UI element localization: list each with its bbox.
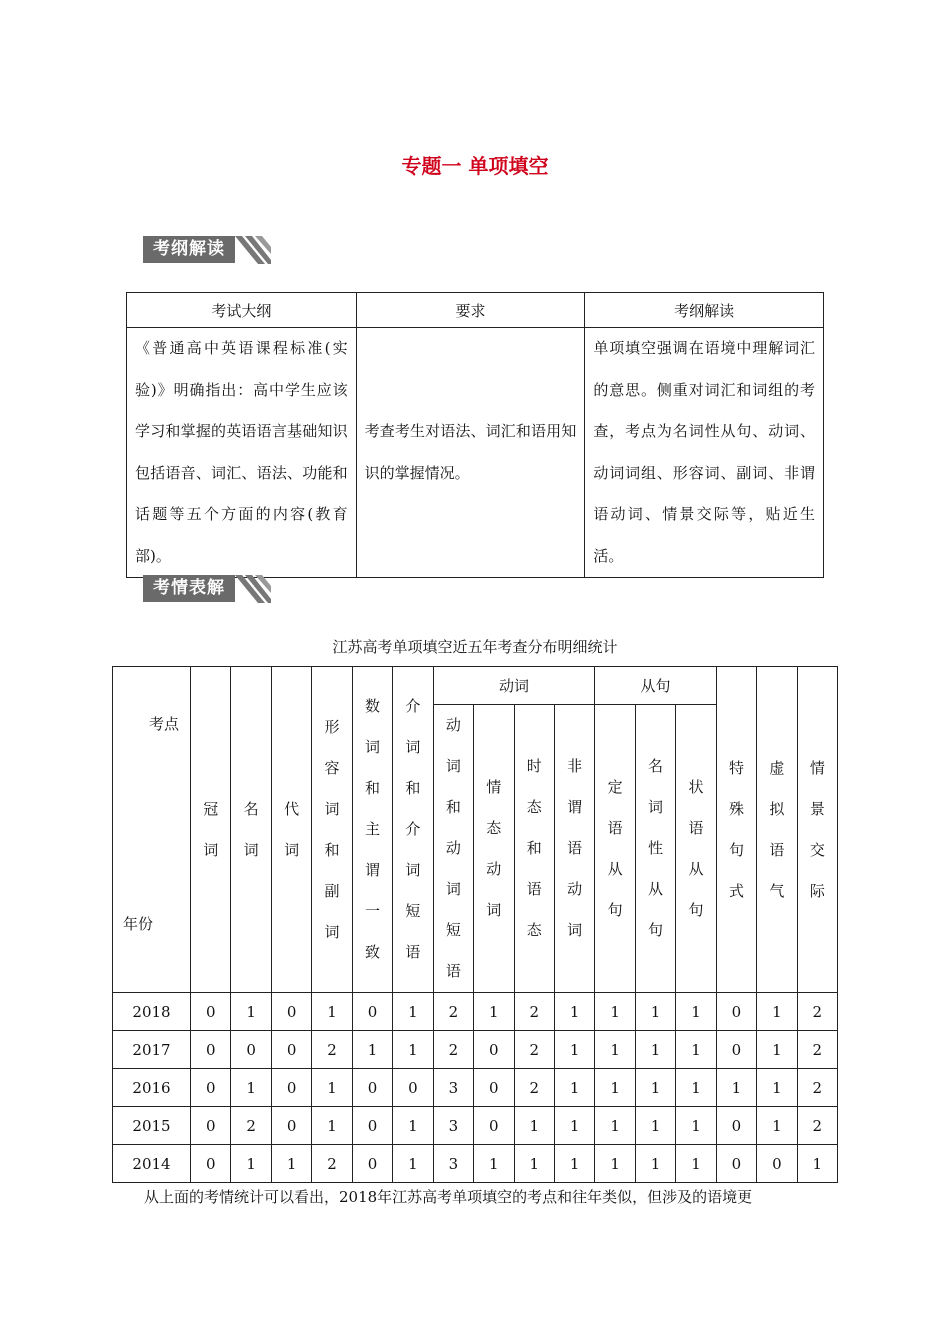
count-cell: 3 bbox=[433, 1145, 473, 1183]
count-cell: 1 bbox=[554, 1069, 594, 1107]
group-header-verb: 动词 bbox=[433, 667, 595, 705]
year-cell: 2017 bbox=[113, 1031, 191, 1069]
count-cell: 1 bbox=[393, 993, 433, 1031]
column-header: 非谓语动词 bbox=[554, 705, 594, 993]
count-cell: 1 bbox=[595, 993, 635, 1031]
count-cell: 0 bbox=[271, 1107, 311, 1145]
table-row bbox=[113, 1107, 838, 1145]
count-cell: 0 bbox=[352, 1107, 392, 1145]
count-cell: 2 bbox=[797, 993, 837, 1031]
count-cell: 0 bbox=[191, 1107, 231, 1145]
count-cell: 1 bbox=[554, 1031, 594, 1069]
count-cell: 3 bbox=[433, 1107, 473, 1145]
page-title: 专题一 单项填空 bbox=[401, 154, 549, 178]
count-cell: 1 bbox=[676, 1031, 716, 1069]
count-cell: 1 bbox=[312, 1069, 352, 1107]
count-cell: 1 bbox=[231, 1069, 271, 1107]
count-cell: 1 bbox=[757, 1107, 797, 1145]
table-caption: 江苏高考单项填空近五年考查分布明细统计 bbox=[332, 638, 618, 656]
count-cell: 2 bbox=[231, 1107, 271, 1145]
header-cell: 考纲解读 bbox=[585, 293, 824, 328]
column-header: 名词 bbox=[231, 667, 271, 993]
count-cell: 0 bbox=[757, 1145, 797, 1183]
count-cell: 1 bbox=[474, 1145, 514, 1183]
header-cell: 考试大纲 bbox=[127, 293, 357, 328]
table-row bbox=[113, 1069, 838, 1107]
count-cell: 1 bbox=[271, 1145, 311, 1183]
header-cell: 要求 bbox=[356, 293, 585, 328]
stripes-icon bbox=[231, 573, 271, 605]
count-cell: 0 bbox=[474, 1069, 514, 1107]
count-cell: 2 bbox=[514, 1069, 554, 1107]
count-cell: 1 bbox=[595, 1107, 635, 1145]
count-cell: 0 bbox=[716, 1145, 756, 1183]
count-cell: 2 bbox=[797, 1031, 837, 1069]
column-header: 定语从句 bbox=[595, 705, 635, 993]
column-header: 代词 bbox=[271, 667, 311, 993]
section-label: 考纲解读 bbox=[143, 236, 235, 263]
footer-text: 从上面的考情统计可以看出，2018年江苏高考单项填空的考点和往年类似，但涉及的语境更 bbox=[144, 1188, 753, 1206]
column-header: 特殊句式 bbox=[716, 667, 756, 993]
year-cell: 2018 bbox=[113, 993, 191, 1031]
count-cell: 2 bbox=[514, 993, 554, 1031]
corner-top-label: 考点 bbox=[149, 715, 180, 733]
table-row bbox=[113, 1031, 838, 1069]
count-cell: 1 bbox=[393, 1031, 433, 1069]
count-cell: 0 bbox=[231, 1031, 271, 1069]
count-cell: 2 bbox=[514, 1031, 554, 1069]
count-cell: 1 bbox=[595, 1031, 635, 1069]
interpretation-cell: 单项填空强调在语境中理解词汇的意思。侧重对词汇和词组的考查，考点为名词性从句、动词、动词词组、形容词、副词、非谓语动词、情景交际等，贴近生活。 bbox=[585, 328, 824, 578]
requirement-cell: 考查考生对语法、词汇和语用知识的掌握情况。 bbox=[356, 328, 585, 578]
count-cell: 0 bbox=[716, 993, 756, 1031]
count-cell: 1 bbox=[514, 1107, 554, 1145]
count-cell: 1 bbox=[514, 1145, 554, 1183]
column-header: 状语从句 bbox=[676, 705, 716, 993]
count-cell: 2 bbox=[433, 1031, 473, 1069]
column-header: 介词和介词短语 bbox=[393, 667, 433, 993]
count-cell: 1 bbox=[312, 1107, 352, 1145]
count-cell: 0 bbox=[352, 1145, 392, 1183]
count-cell: 1 bbox=[231, 993, 271, 1031]
syllabus-cell: 《普通高中英语课程标准(实验)》明确指出：高中学生应该学习和掌握的英语语言基础知识包括语音、词汇、语法、功能和话题等五个方面的内容(教育部)。 bbox=[127, 328, 357, 578]
count-cell: 1 bbox=[797, 1145, 837, 1183]
count-cell: 1 bbox=[352, 1031, 392, 1069]
count-cell: 1 bbox=[554, 1145, 594, 1183]
count-cell: 3 bbox=[433, 1069, 473, 1107]
year-cell: 2014 bbox=[113, 1145, 191, 1183]
count-cell: 0 bbox=[393, 1069, 433, 1107]
count-cell: 1 bbox=[757, 1069, 797, 1107]
column-header: 形容词和副词 bbox=[312, 667, 352, 993]
count-cell: 1 bbox=[676, 1107, 716, 1145]
count-cell: 1 bbox=[635, 1031, 675, 1069]
count-cell: 1 bbox=[757, 1031, 797, 1069]
count-cell: 1 bbox=[676, 993, 716, 1031]
count-cell: 1 bbox=[635, 993, 675, 1031]
count-cell: 1 bbox=[635, 1145, 675, 1183]
count-cell: 1 bbox=[474, 993, 514, 1031]
count-cell: 1 bbox=[676, 1145, 716, 1183]
stripes-icon bbox=[231, 234, 271, 266]
count-cell: 2 bbox=[797, 1069, 837, 1107]
group-header-clause: 从句 bbox=[595, 667, 716, 705]
count-cell: 1 bbox=[635, 1107, 675, 1145]
column-header: 数词和主谓一致 bbox=[352, 667, 392, 993]
column-header: 时态和语态 bbox=[514, 705, 554, 993]
count-cell: 0 bbox=[191, 1145, 231, 1183]
table-row bbox=[113, 1145, 838, 1183]
count-cell: 0 bbox=[474, 1031, 514, 1069]
count-cell: 2 bbox=[797, 1107, 837, 1145]
count-cell: 1 bbox=[757, 993, 797, 1031]
count-cell: 1 bbox=[716, 1069, 756, 1107]
year-cell: 2016 bbox=[113, 1069, 191, 1107]
table-row bbox=[113, 993, 838, 1031]
count-cell: 2 bbox=[312, 1031, 352, 1069]
count-cell: 1 bbox=[231, 1145, 271, 1183]
count-cell: 1 bbox=[393, 1107, 433, 1145]
count-cell: 0 bbox=[271, 993, 311, 1031]
count-cell: 1 bbox=[393, 1145, 433, 1183]
count-cell: 0 bbox=[716, 1107, 756, 1145]
count-cell: 1 bbox=[554, 1107, 594, 1145]
count-cell: 1 bbox=[595, 1145, 635, 1183]
column-header: 虚拟语气 bbox=[757, 667, 797, 993]
count-cell: 1 bbox=[595, 1069, 635, 1107]
count-cell: 1 bbox=[676, 1069, 716, 1107]
count-cell: 0 bbox=[352, 993, 392, 1031]
count-cell: 0 bbox=[352, 1069, 392, 1107]
count-cell: 0 bbox=[191, 993, 231, 1031]
corner-bottom-label: 年份 bbox=[123, 915, 154, 933]
column-header: 动词和动词短语 bbox=[433, 705, 473, 993]
count-cell: 1 bbox=[554, 993, 594, 1031]
column-header: 名词性从句 bbox=[635, 705, 675, 993]
count-cell: 0 bbox=[474, 1107, 514, 1145]
count-cell: 2 bbox=[433, 993, 473, 1031]
corner-cell bbox=[113, 667, 191, 993]
count-cell: 2 bbox=[312, 1145, 352, 1183]
outline-table bbox=[126, 292, 824, 578]
column-header: 情态动词 bbox=[474, 705, 514, 993]
count-cell: 0 bbox=[191, 1069, 231, 1107]
count-cell: 0 bbox=[191, 1031, 231, 1069]
section-banner-stats bbox=[143, 573, 268, 605]
year-cell: 2015 bbox=[113, 1107, 191, 1145]
count-cell: 0 bbox=[271, 1069, 311, 1107]
count-cell: 0 bbox=[271, 1031, 311, 1069]
column-header: 冠词 bbox=[191, 667, 231, 993]
count-cell: 1 bbox=[635, 1069, 675, 1107]
count-cell: 1 bbox=[312, 993, 352, 1031]
section-label: 考情表解 bbox=[143, 575, 235, 602]
count-cell: 0 bbox=[716, 1031, 756, 1069]
stats-table bbox=[112, 666, 838, 1183]
section-banner-outline bbox=[143, 234, 268, 266]
column-header: 情景交际 bbox=[797, 667, 837, 993]
